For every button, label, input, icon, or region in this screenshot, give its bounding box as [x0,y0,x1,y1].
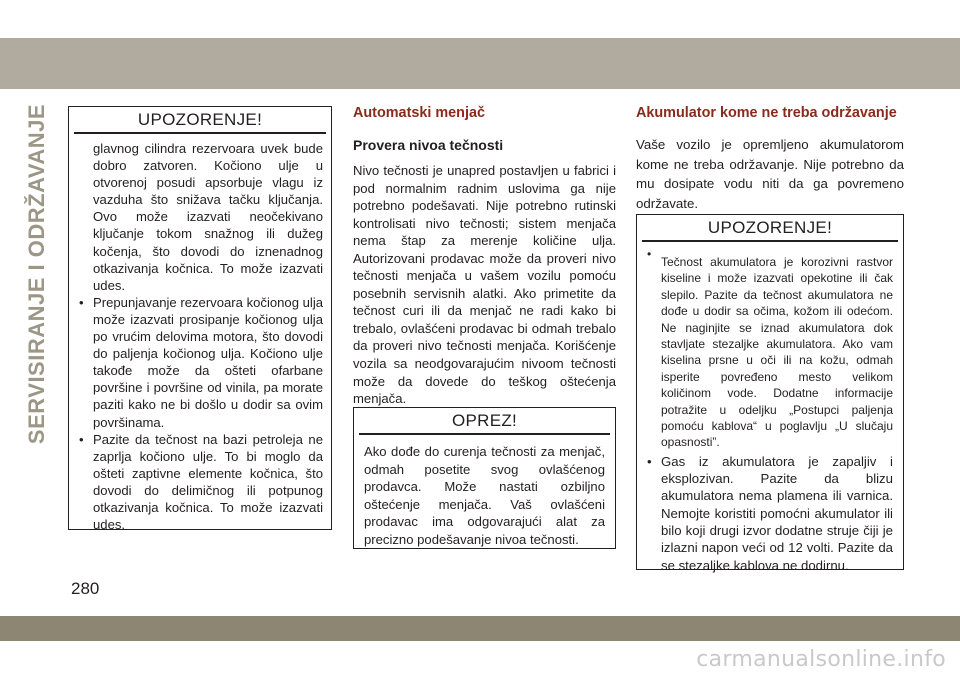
warning-box-brake-fluid [68,106,332,533]
warning-title: UPOZORENJE! [642,215,898,242]
chapter-title-text: SERVISIRANJE I ODRŽAVANJE [24,103,50,445]
battery-section [636,104,904,213]
top-margin [0,0,960,38]
caution-title: OPREZ! [359,408,610,435]
transmission-section [353,104,616,408]
section-heading: Automatski menjač [353,105,485,121]
caution-box [353,407,616,549]
warning-continuation-text: glavnog cilindra rezervoara uvek bude dobro zatvoren. Kočiono ulje u otvorenoj posudi apsorbuje vlagu iz vazduha što snižava tačku ključanja. Ovo može izazvati neočekivano ključanje tokom snažnog ili dužeg kočenja, što dovodi do iznenadnog otkazivanja kočnica. To može izazvati udes. [93,141,323,293]
page-number: 280 [71,579,100,598]
chapter-side-title [24,103,50,445]
watermark-text: carmanualsonline.info [696,647,946,672]
header-band [0,38,960,89]
battery-paragraph: Vaše vozilo je opremljeno akumulatorom kome ne treba održavanje. Nije potrebno da mu dosipate vodu niti da ga povremeno održavate. [636,137,904,211]
warning-title: UPOZORENJE! [74,107,326,134]
warning-bullet: • Gas iz akumulatora je zapaljiv i eksplozivan. Pazite da blizu akumulatora nema plamena ili varnica. Nemojte koristiti pomoćni akumulator ili bilo koji drugi izvor dodatne struje čiji je izlazni napon veći od 12 volti. Pazite da se stezaljke kablova ne dodirnu. [647,453,893,574]
transmission-paragraph: Nivo tečnosti je unapred postavljen u fabrici i pod normalnim radnim uslovima ga nije potrebno podešavati. Nije potrebno rutinski kontrolisati nivo tečnosti; sistem menjača nema štap za merenje količine ulja. Autorizovani prodavac može da proveri nivo tečnosti menjača u vašem vozilu pomoću posebnih servisnih alatki. Ako primetite da tečnost curi ili da menjač ne radi kako bi trebalo, ovlašćeni prodavac bi odmah trebalo da proveri nivo tečnosti menjača. Korišćenje vozila sa neodgovarajućim nivoom tečnosti može da dovede do teškog oštećenja menjača. [353,163,616,407]
warning-bullet: • Tečnost akumulatora je korozivni rastvor kiseline i može izazvati opekotine ili čak slepilo. Pazite da tečnost akumulatora ne dođe u dodir sa očima, kožom ili odećom. Ne naginjite se iznad akumulatora dok stavljate stezaljke akumulatora. Ako vam kiselina prsne u oči ili na kožu, odmah isperite povređeno mesto velikom količinom vode. Dodatne informacije potražite u odeljku „Postupci paljenja pomoću kablova“ u poglavlju „U slučaju opasnosti”. [647,246,893,451]
section-heading: Akumulator kome ne treba održavanje [636,105,897,121]
warning-bullet: • Pazite da tečnost na bazi petroleja ne zaprlja kočiono ulje. To bi moglo da ošteti zaptivne elemente kočnica, što dovodi do delimičnog ili potpunog otkazivanja kočnica. To može izazvati udes. [79,431,323,534]
caution-text: Ako dođe do curenja tečnosti za menjač, odmah posetite svog ovlašćenog prodavca. Može nastati ozbiljno oštećenje menjača. Vaš ovlašćeni prodavac ima odgovarajući alat za precizno podešavanje nivoa tečnosti. [364,444,605,547]
warning-bullet: • Prepunjavanje rezervoara kočionog ulja može izazvati prosipanje kočionog ulja po vrućim delovima motora, što dovodi do paljenja kočionog ulja. Kočiono ulje takođe može da ošteti ofarbane površine i površine od vinila, pa morate paziti kako ne bi došlo u dodir sa ovim površinama. [79,294,323,431]
subsection-heading: Provera nivoa tečnosti [353,137,504,153]
footer-band [0,616,960,641]
warning-box-battery [636,214,904,573]
